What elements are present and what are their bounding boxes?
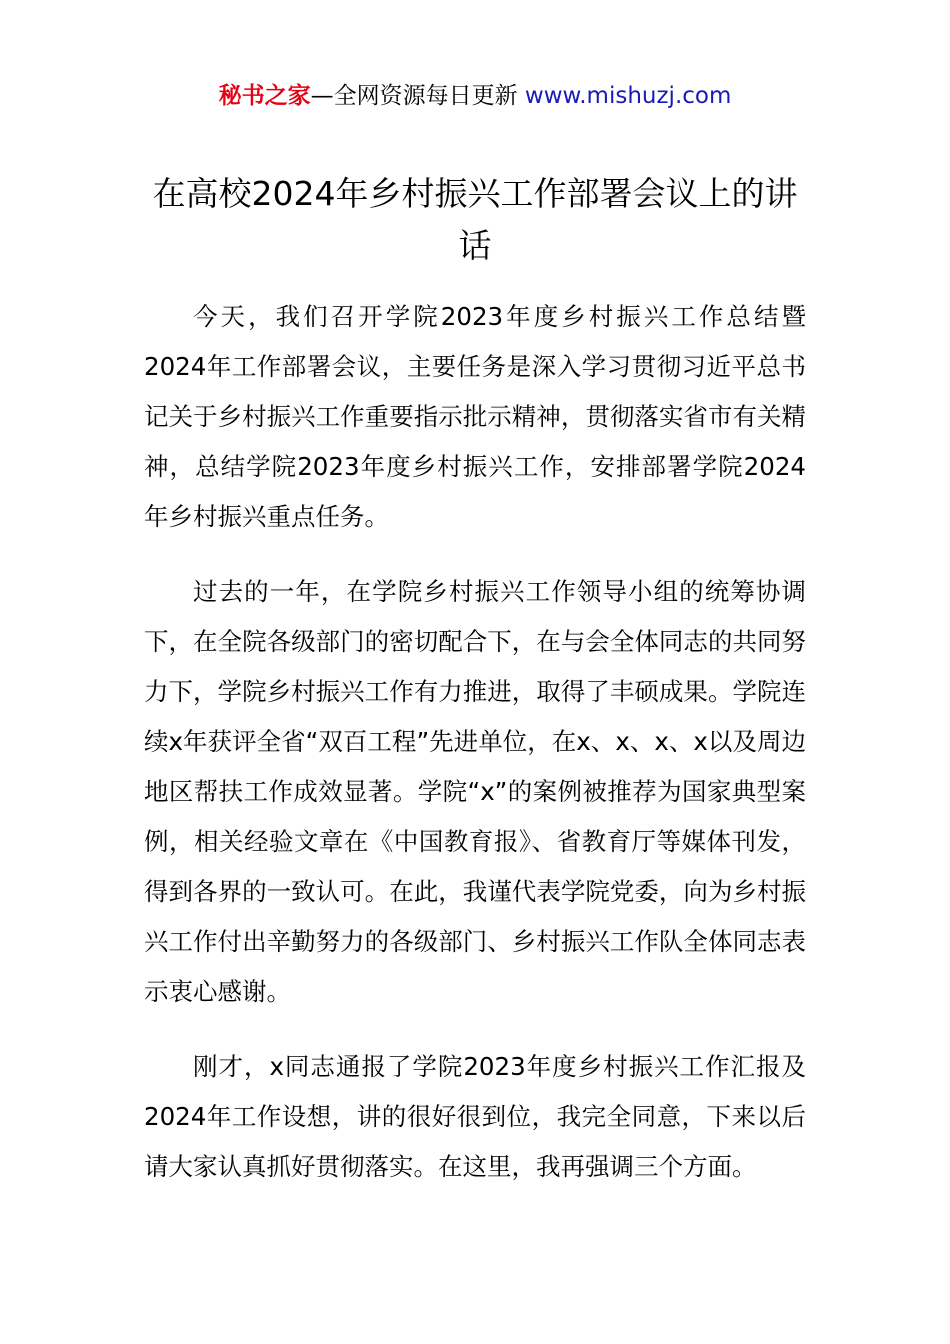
paragraph-review: 过去的一年，在学院乡村振兴工作领导小组的统筹协调下，在全院各级部门的密切配合下，在与会全体同志的共同努力下，学院乡村振兴工作有力推进，取得了丰硕成果。学院连续x年获评全省“双百工程”先进单位，在x、x、x、x以及周边地区帮扶工作成效显著。学院“x”的案例被推荐为国家典型案例，相关经验文章在《中国教育报》、省教育厅等媒体刊发，得到各界的一致认可。在此，我谨代表学院党委，向为乡村振兴工作付出辛勤努力的各级部门、乡村振兴工作队全体同志表示衷心感谢。 [144,577,806,1006]
paragraph-opening: 今天，我们召开学院2023年度乡村振兴工作总结暨2024年工作部署会议，主要任务是深入学习贯彻习近平总书记关于乡村振兴工作重要指示批示精神，贯彻落实省市有关精神，总结学院2023年度乡村振兴工作，安排部署学院2024年乡村振兴重点任务。 [144,302,806,531]
paragraph-emphasis: 刚才，x同志通报了学院2023年度乡村振兴工作汇报及2024年工作设想，讲的很好很到位，我完全同意，下来以后请大家认真抓好贯彻落实。在这里，我再强调三个方面。 [144,1052,806,1181]
site-brand: 秘书之家 [218,83,311,109]
site-tagline: —全网资源每日更新 [310,83,518,109]
site-url-link[interactable]: www.mishuzj.com [524,83,732,109]
document-title: 在高校2024年乡村振兴工作部署会议上的讲话 [152,174,798,265]
document-body [144,292,806,1217]
site-header [0,80,950,112]
